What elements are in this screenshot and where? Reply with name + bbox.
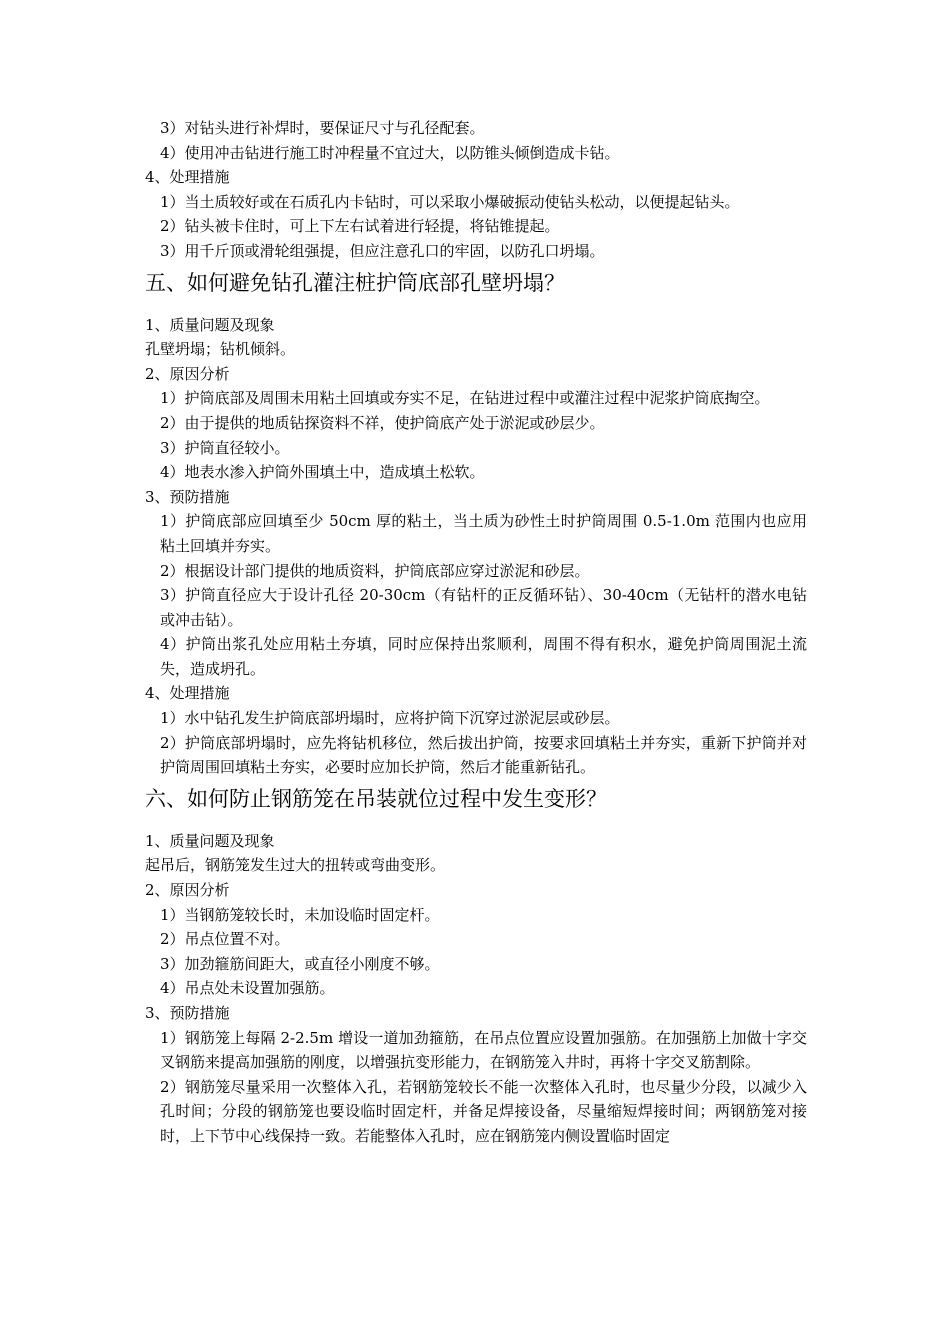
subheading: 1、质量问题及现象 [145,831,275,850]
subheading: 3、预防措施 [145,487,230,506]
text-line: 3）用千斤顶或滑轮组强提，但应注意孔口的牢固，以防孔口坍塌。 [160,241,605,260]
section-heading: 六、如何防止钢筋笼在吊装就位过程中发生变形？ [145,786,607,811]
text-paragraph: 3）护筒直径应大于设计孔径 20-30cm（有钻杆的正反循环钻）、30-40cm（无钻杆的潜水电钻或冲击钻）。 [160,586,807,629]
subheading: 2、原因分析 [145,881,230,900]
text-line: 起吊后，钢筋笼发生过大的扭转或弯曲变形。 [145,856,446,875]
document-page [145,116,807,1149]
text-line: 3）护筒直径较小。 [160,438,290,457]
text-line: 2）由于提供的地质钻探资料不祥，使护筒底产处于淤泥或砂层少。 [160,413,605,432]
text-line: 3）对钻头进行补焊时，要保证尺寸与孔径配套。 [160,119,485,137]
text-line: 3）加劲箍筋间距大，或直径小刚度不够。 [160,954,440,973]
text-line: 孔壁坍塌；钻机倾斜。 [145,340,296,359]
text-line: 4）地表水渗入护筒外围填土中，造成填土松软。 [160,463,485,482]
text-paragraph: 2）护筒底部坍塌时，应先将钻机移位，然后拔出护筒，按要求回填粘土并夯实，重新下护筒并对护筒周围回填粘土夯实，必要时应加长护筒，然后才能重新钻孔。 [160,733,807,777]
text-line: 2）钻头被卡住时，可上下左右试着进行轻提，将钻锥提起。 [160,217,560,236]
text-paragraph: 4）护筒出浆孔处应用粘土夯填，同时应保持出浆顺利，周围不得有积水，避免护筒周围泥土流失，造成坍孔。 [160,635,807,678]
subheading: 2、原因分析 [145,364,230,383]
subheading: 4、处理措施 [145,168,230,187]
section-heading: 五、如何避免钻孔灌注桩护筒底部孔壁坍塌？ [145,270,565,295]
text-paragraph: 1）护筒底部应回填至少 50cm 厚的粘土，当土质为砂性土时护筒周围 0.5-1.0m 范围内也应用粘土回填并夯实。 [160,512,807,555]
subheading: 1、质量问题及现象 [145,315,275,334]
text-line: 2）根据设计部门提供的地质资料，护筒底部应穿过淤泥和砂层。 [160,561,590,580]
text-line: 4）使用冲击钻进行施工时冲程量不宜过大，以防锥头倾倒造成卡钻。 [160,143,620,162]
text-line: 4）吊点处未设置加强筋。 [160,979,335,998]
text-paragraph: 2）钢筋笼尽量采用一次整体入孔，若钢筋笼较长不能一次整体入孔时，也尽量少分段，以减少入孔时间；分段的钢筋笼也要设临时固定杆，并备足焊接设备，尽量缩短焊接时间；两钢筋笼对接时，上下节中心线保持一致。若能整体入孔时，应在钢筋笼内侧设置临时固定 [160,1077,807,1145]
subheading: 3、预防措施 [145,1004,230,1022]
text-paragraph: 1）钢筋笼上每隔 2-2.5m 增设一道加劲箍筋，在吊点位置应设置加强筋。在加强筋上加做十字交叉钢筋来提高加强筋的刚度，以增强抗变形能力，在钢筋笼入井时，再将十字交叉筋割除。 [160,1028,807,1072]
text-paragraph: 1）护筒底部及周围未用粘土回填或夯实不足，在钻进过程中或灌注过程中泥浆护筒底掏空。 [160,389,770,408]
text-line: 2）吊点位置不对。 [160,930,290,949]
text-line: 1）水中钻孔发生护筒底部坍塌时，应将护筒下沉穿过淤泥层或砂层。 [160,709,620,728]
text-line: 1）当土质较好或在石质孔内卡钻时，可以采取小爆破振动使钻头松动，以便提起钻头。 [160,192,740,211]
subheading: 4、处理措施 [145,684,230,703]
text-line: 1）当钢筋笼较长时，未加设临时固定杆。 [160,905,440,924]
